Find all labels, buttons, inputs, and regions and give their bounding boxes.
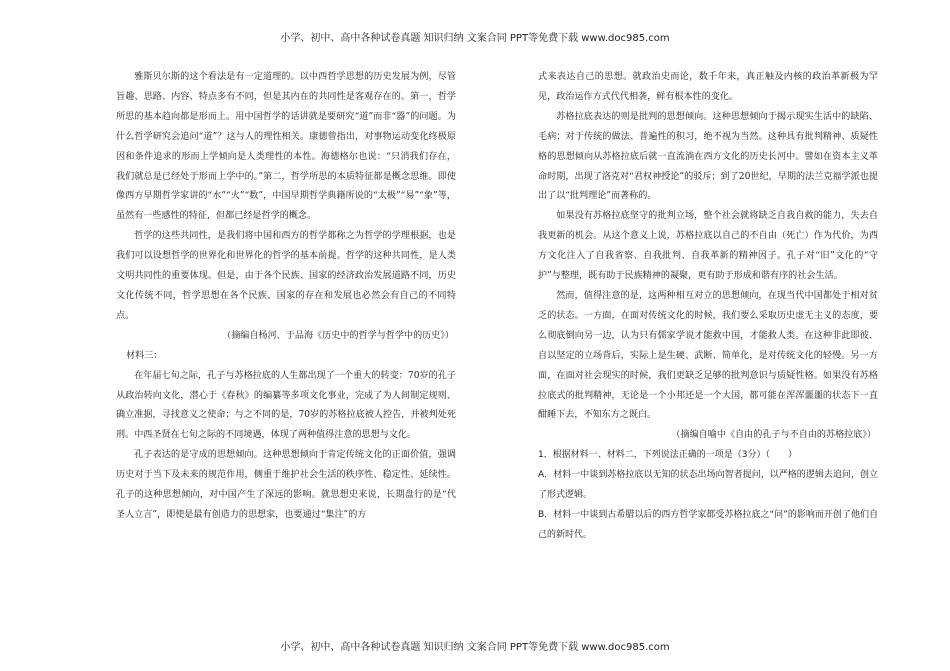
question-stem: 1．根据材料一、材料二，下列说法正确的一项是（3分）（ ）	[538, 450, 797, 461]
paragraph: 在年届七旬之际，孔子与苏格拉底的人生都出现了一个重大的转变：70岁的孔子从政治转向文化，潜心于《春秋》的编纂等多项文化事业，完成了为人间制定规则、确立准据，寻找意义之使命；与之不同的是，70岁的苏格拉底被人控告，并被判处死刑。中西圣贤在七旬之际的不同境遇，体现了两种值得注意的思想与文化。	[116, 370, 456, 441]
source-citation: （摘编自喻中《自由的孔子与不自由的苏格拉底》）	[671, 430, 876, 441]
right-column	[538, 68, 878, 546]
paragraph: 哲学的这些共同性，是我们将中国和西方的哲学都称之为哲学的学理根据，也是我们可以设想哲学的世界化和世界化的哲学的基本前提。哲学的这种共同性，是人类文明共同性的重要体现。但是，由于各个民族、国家的经济政治发展道路不同，历史文化传统不同，哲学思想在各个民族、国家的存在和发展也必然会有自己的不同特点。	[116, 231, 456, 321]
paragraph: 如果没有苏格拉底坚守的批判立场，整个社会就将缺乏自我自救的能力，失去自我更新的机会。从这个意义上说，苏格拉底以自己的不自由（死亡）作为代价，为西方文化注入了自我省察、自我批判、自我革新的精神因子。孔子对“旧”文化的“守护”与整理，既有助于民族精神的凝聚，更有助于形成和谐有序的社会生活。	[538, 211, 878, 282]
source-citation: （摘编自杨河、于品海《历史中的哲学与哲学中的历史》）	[222, 330, 454, 341]
answer-option-a: A．材料一中谈到苏格拉底以无知的状态出场向智者提问，以严格的逻辑去追问，创立了形式逻辑。	[538, 470, 878, 501]
paragraph: 孔子表达的是守成的思想倾向。这种思想倾向于肯定传统文化的正面价值，强调历史对于当下及未来的规范作用，侧重于维护社会生活的秩序性、稳定性、延续性。孔子的这种思想倾向，对中国产生了深远的影响。就思想史来说，长期盘行的是“代圣人立言”，即使是最有创造力的思想家，也要通过“集注”的方	[116, 450, 456, 520]
paragraph: 然而，值得注意的是，这两种相互对立的思想倾向，在现当代中国都处于相对贫乏的状态。一方面，在面对传统文化的时候，我们要么采取历史虚无主义的态度，要么彻底倒向另一边，认为只有儒家学说才能救中国，才能救人类。在这种非此即彼、自以坚定的立场背后，实际上是生硬、武断、简单化，是对传统文化的轻慢。另一方面，在面对社会现实的时候，我们更缺乏足够的批判意识与质疑性格。如果没有苏格拉底式的批判精神，无论是一个小邦还是一个大国，都可能在浑浑噩噩的状态下一直酣睡下去，不知东方之既白。	[538, 290, 878, 421]
footer-banner: 小学、初中、高中各种试卷真题 知识归纳 文案合同 PPT等免费下载 www.doc985.com	[280, 642, 670, 653]
material-heading: 材料三：	[126, 350, 163, 361]
paragraph: 雅斯贝尔斯的这个看法是有一定道理的。以中西哲学思想的历史发展为例，尽管旨趣、思路、内容、特点多有不同，但是其内在的共同性是客观存在的。第一，哲学所思的基本趋向都是形而上。用中国哲学的话讲就是要研究“道”而非“器”的问题。为什么哲学研究会追问“道”？这与人的理性相关。康德曾指出，对事物运动变化终极原因和条件追求的形而上学倾向是人类理性的本性。海德格尔也说：“只消我们存在，我们就总是已经处于形而上学中的。”第二，哲学所思的本质特征都是概念思维。即使像西方早期哲学家讲的“水”“火”“数”，中国早期哲学典籍所说的“太极”“易”“象”等，虽然有一些感性的特征，但都已经是哲学的概念。	[116, 72, 456, 222]
paragraph: 苏格拉底表达的则是批判的思想倾向。这种思想倾向于揭示现实生活中的缺陷、毛病；对于传统的做法、普遍性的积习，绝不视为当然。这种具有批判精神、质疑性格的思想倾向从苏格拉底后就一直流淌在西方文化的历史长河中。譬如在资本主义革命时期，出现了洛克对“君权神授论”的驳斥；到了20世纪，早期的法兰克福学派也提出了以“批判理论”而著称的。	[538, 111, 878, 202]
left-column	[116, 68, 456, 526]
answer-option-b: B．材料一中谈到古希腊以后的西方哲学家都受苏格拉底之“问”的影响而开创了他们自己的新时代。	[538, 509, 878, 540]
paragraph: 式来表达自己的思想。就政治史而论，数千年来，真正触及内核的政治革新极为罕见，政治运作方式代代相袭，鲜有根本性的变化。	[538, 72, 878, 102]
header-banner: 小学、初中、高中各种试卷真题 知识归纳 文案合同 PPT等免费下载 www.doc985.com	[280, 33, 670, 44]
